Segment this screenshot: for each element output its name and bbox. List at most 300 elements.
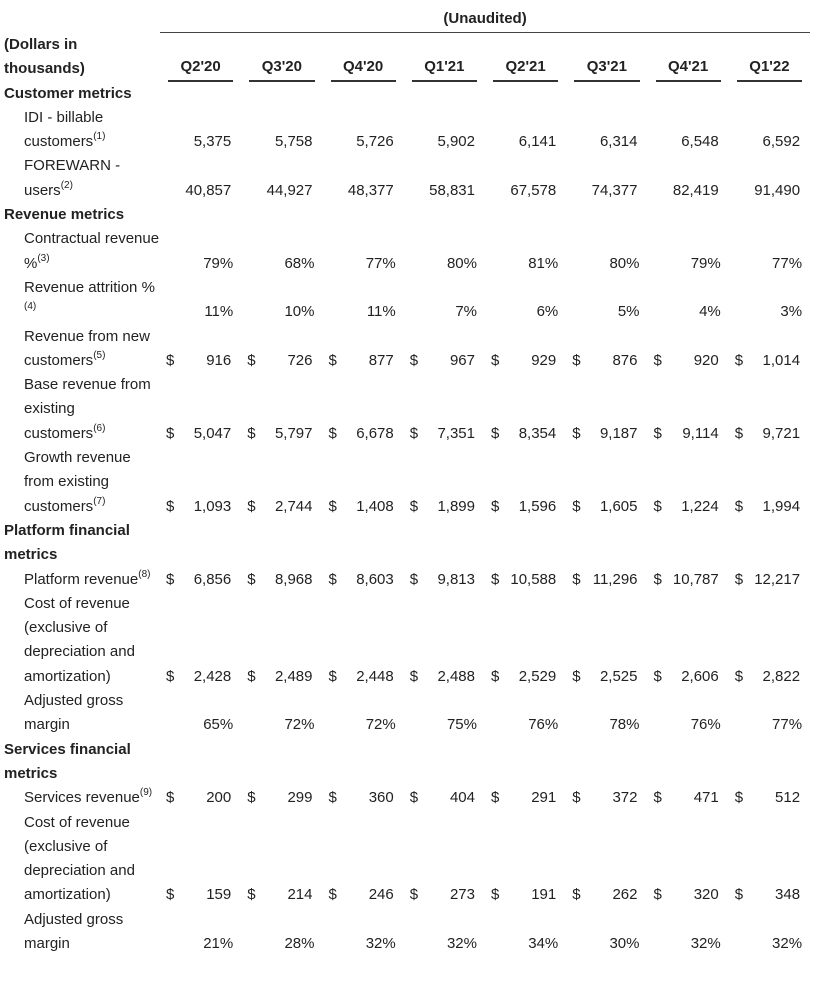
metric-value: 78%: [609, 716, 640, 734]
metric-row: [4, 592, 810, 689]
footnote-marker: (1): [93, 131, 106, 143]
quarter-header: Q2'21: [493, 55, 558, 82]
metric-label-text: Cost of revenue (exclusive of depreciation and amortization): [24, 813, 135, 904]
metric-value: 30%: [609, 934, 640, 952]
section-row: [4, 203, 810, 227]
metric-value: 34%: [528, 934, 559, 952]
metric-value: 32%: [446, 934, 477, 952]
value-cell: [648, 276, 729, 325]
value-cell: [241, 227, 322, 276]
metric-value: 3%: [780, 303, 803, 321]
value-cell: [485, 373, 566, 446]
metric-value: 916: [206, 351, 232, 369]
empty-cell: [648, 738, 729, 787]
footnote-marker: (4): [24, 301, 37, 313]
metric-value: 246: [368, 886, 394, 904]
value-cell: [648, 786, 729, 810]
value-cell: [729, 689, 810, 738]
metric-value: 67,578: [510, 181, 557, 199]
value-cell: [404, 689, 485, 738]
currency-symbol: $: [734, 497, 744, 515]
metric-value: 320: [693, 886, 719, 904]
metric-value: 76%: [690, 716, 721, 734]
value-cell: [648, 373, 729, 446]
value-cell: [404, 592, 485, 689]
value-cell: [485, 325, 566, 374]
section-row: [4, 82, 810, 106]
value-cell: [241, 592, 322, 689]
value-cell: [404, 276, 485, 325]
value-cell: [566, 373, 647, 446]
currency-symbol: $: [247, 886, 256, 904]
metric-value: 262: [612, 886, 638, 904]
currency-symbol: $: [734, 789, 744, 807]
value-cell: [566, 811, 647, 908]
quarter-header: Q4'21: [656, 55, 721, 82]
value-cell: [729, 568, 810, 592]
metric-value: 9,721: [762, 424, 801, 442]
empty-cell: [404, 738, 485, 787]
metric-value: 471: [693, 789, 719, 807]
value-cell: [566, 568, 647, 592]
value-cell: [485, 811, 566, 908]
currency-symbol: $: [328, 351, 337, 369]
section-row: [4, 738, 810, 787]
currency-symbol: $: [328, 667, 337, 685]
value-cell: [404, 446, 485, 519]
value-cell: [404, 908, 485, 957]
metric-value: 5%: [617, 303, 640, 321]
currency-symbol: $: [491, 789, 500, 807]
metric-value: 7,351: [437, 424, 475, 442]
footnote-marker: (9): [139, 787, 153, 799]
currency-symbol: $: [734, 351, 744, 369]
unaudited-label: (Unaudited): [160, 6, 810, 33]
metric-value: 81%: [528, 254, 559, 272]
value-cell: [404, 227, 485, 276]
value-cell: [160, 592, 241, 689]
metric-value: 200: [206, 789, 232, 807]
value-cell: [241, 786, 322, 810]
empty-cell: [648, 203, 729, 227]
value-cell: [729, 446, 810, 519]
value-cell: [323, 373, 404, 446]
currency-symbol: $: [653, 667, 662, 685]
metric-value: 2,744: [274, 497, 313, 515]
value-cell: [566, 325, 647, 374]
metric-value: 5,797: [274, 424, 313, 442]
value-cell: [160, 106, 241, 155]
currency-symbol: $: [166, 424, 175, 442]
empty-cell: [485, 203, 566, 227]
metric-value: 6,548: [681, 133, 719, 151]
currency-symbol: $: [734, 667, 744, 685]
currency-symbol: $: [572, 497, 581, 515]
section-heading: Customer metrics: [4, 84, 132, 102]
value-cell: [566, 276, 647, 325]
metric-label-text: IDI - billable customers: [24, 108, 104, 151]
footnote-marker: (7): [93, 495, 106, 507]
value-cell: [485, 276, 566, 325]
value-cell: [566, 592, 647, 689]
currency-symbol: $: [491, 570, 500, 588]
metric-value: 2,529: [518, 667, 557, 685]
value-cell: [241, 446, 322, 519]
empty-cell: [160, 519, 241, 568]
metric-value: 91,490: [754, 181, 801, 199]
metric-value: 6,314: [599, 133, 638, 151]
metric-value: 8,603: [356, 570, 394, 588]
currency-symbol: $: [491, 667, 500, 685]
metric-value: 7%: [455, 303, 477, 321]
metric-value: 6%: [536, 303, 559, 321]
metric-value: 5,758: [274, 133, 313, 151]
metric-label-text: Adjusted gross margin: [24, 692, 124, 734]
value-cell: [729, 154, 810, 203]
currency-symbol: $: [653, 789, 662, 807]
value-cell: [323, 568, 404, 592]
metric-value: 11%: [366, 303, 396, 321]
value-cell: [648, 106, 729, 155]
value-cell: [323, 786, 404, 810]
value-cell: [648, 227, 729, 276]
section-row: [4, 519, 810, 568]
value-cell: [241, 373, 322, 446]
metric-row: [4, 276, 810, 325]
metric-label-text: Revenue from new customers: [24, 327, 150, 369]
footnote-marker: (3): [37, 252, 50, 264]
metric-value: 1,408: [356, 497, 394, 515]
value-cell: [566, 227, 647, 276]
metric-value: 299: [287, 789, 313, 807]
value-cell: [729, 227, 810, 276]
value-cell: [323, 276, 404, 325]
value-cell: [648, 325, 729, 374]
metric-value: 291: [531, 789, 557, 807]
metric-value: 11,296: [592, 570, 638, 588]
value-cell: [323, 227, 404, 276]
metric-value: 1,605: [599, 497, 638, 515]
empty-cell: [566, 82, 647, 106]
value-cell: [404, 106, 485, 155]
value-cell: [323, 811, 404, 908]
metric-value: 2,822: [762, 667, 801, 685]
footnote-marker: (6): [93, 422, 106, 434]
value-cell: [485, 908, 566, 957]
currency-symbol: $: [328, 886, 337, 904]
metric-value: 32%: [690, 934, 721, 952]
metric-value: 2,448: [356, 667, 394, 685]
value-cell: [241, 811, 322, 908]
metric-value: 80%: [446, 254, 477, 272]
metric-label: [4, 276, 160, 325]
value-cell: [323, 106, 404, 155]
metric-value: 6,592: [762, 133, 801, 151]
value-cell: [323, 689, 404, 738]
footnote-marker: (8): [138, 568, 151, 580]
value-cell: [241, 154, 322, 203]
metric-label: [4, 446, 160, 519]
metric-label: [4, 106, 160, 155]
value-cell: [485, 154, 566, 203]
blank-header-cell: [4, 6, 160, 33]
metric-value: 1,994: [762, 497, 801, 515]
value-cell: [729, 811, 810, 908]
empty-cell: [729, 203, 810, 227]
metric-value: 191: [531, 886, 557, 904]
value-cell: [323, 325, 404, 374]
footnote-marker: (2): [60, 179, 73, 191]
value-cell: [729, 276, 810, 325]
metric-value: 79%: [690, 254, 721, 272]
value-cell: [241, 568, 322, 592]
currency-symbol: $: [247, 351, 256, 369]
metric-value: 21%: [203, 934, 234, 952]
metric-value: 2,489: [274, 667, 313, 685]
metric-value: 929: [531, 351, 557, 369]
currency-symbol: $: [734, 886, 744, 904]
metric-label-text: Platform revenue: [24, 570, 139, 588]
metric-row: [4, 106, 810, 155]
metric-value: 1,899: [437, 497, 475, 515]
metric-row: [4, 689, 810, 738]
empty-cell: [729, 519, 810, 568]
metric-value: 10%: [284, 303, 315, 321]
metric-value: 877: [368, 351, 394, 369]
metric-row: [4, 227, 810, 276]
metric-value: 348: [775, 886, 801, 904]
metric-value: 12,217: [754, 570, 801, 588]
section-heading: Services financial metrics: [4, 740, 131, 782]
metric-label-text: Growth revenue from existing customers: [24, 449, 131, 515]
empty-cell: [404, 203, 485, 227]
currency-symbol: $: [409, 667, 419, 685]
empty-cell: [404, 519, 485, 568]
value-cell: [485, 568, 566, 592]
empty-cell: [241, 738, 322, 787]
metric-label: [4, 227, 160, 276]
quarter-header: Q1'22: [737, 55, 802, 82]
metric-row: [4, 154, 810, 203]
metric-value: 9,187: [599, 424, 638, 442]
metric-value: 40,857: [185, 181, 232, 199]
metric-value: 726: [287, 351, 313, 369]
metric-value: 6,856: [193, 570, 232, 588]
value-cell: [160, 786, 241, 810]
metric-value: 6,678: [356, 424, 394, 442]
currency-symbol: $: [166, 789, 175, 807]
value-cell: [566, 106, 647, 155]
value-cell: [729, 786, 810, 810]
currency-symbol: $: [166, 886, 175, 904]
currency-symbol: $: [572, 789, 581, 807]
currency-symbol: $: [491, 351, 500, 369]
value-cell: [241, 106, 322, 155]
currency-symbol: $: [491, 886, 500, 904]
metric-value: 72%: [284, 716, 315, 734]
metric-value: 1,596: [518, 497, 557, 515]
metric-value: 8,354: [518, 424, 557, 442]
metric-label-text: Cost of revenue (exclusive of depreciation and amortization): [24, 594, 135, 685]
value-cell: [648, 592, 729, 689]
metric-label-text: Base revenue from existing customers: [24, 376, 151, 442]
metric-value: 77%: [365, 254, 396, 272]
metric-value: 372: [612, 789, 638, 807]
metric-label: [4, 811, 160, 908]
empty-cell: [160, 82, 241, 106]
metric-value: 28%: [284, 934, 315, 952]
currency-symbol: $: [247, 789, 256, 807]
metric-value: 10,588: [510, 570, 557, 588]
quarter-header: Q1'21: [412, 55, 477, 82]
currency-symbol: $: [572, 886, 581, 904]
empty-cell: [323, 738, 404, 787]
currency-symbol: $: [409, 424, 419, 442]
metric-value: 5,726: [356, 133, 394, 151]
metric-value: 876: [612, 351, 638, 369]
quarter-header: Q3'20: [249, 55, 314, 82]
value-cell: [160, 154, 241, 203]
currency-symbol: $: [653, 570, 662, 588]
metric-value: 6,141: [518, 133, 557, 151]
quarter-header: Q4'20: [331, 55, 396, 82]
metric-value: 920: [693, 351, 719, 369]
value-cell: [648, 908, 729, 957]
currency-symbol: $: [734, 424, 744, 442]
currency-symbol: $: [247, 497, 256, 515]
value-cell: [404, 325, 485, 374]
value-cell: [485, 106, 566, 155]
value-cell: [485, 227, 566, 276]
metric-label-text: Contractual revenue %: [24, 230, 160, 272]
value-cell: [160, 446, 241, 519]
metric-value: 65%: [203, 716, 234, 734]
value-cell: [648, 446, 729, 519]
value-cell: [323, 592, 404, 689]
currency-symbol: $: [328, 570, 337, 588]
value-cell: [160, 908, 241, 957]
metric-value: 68%: [284, 254, 315, 272]
metric-value: 44,927: [266, 181, 313, 199]
metric-label: [4, 325, 160, 374]
value-cell: [160, 325, 241, 374]
currency-symbol: $: [491, 424, 500, 442]
value-cell: [160, 811, 241, 908]
metric-value: 1,224: [681, 497, 719, 515]
metric-value: 77%: [772, 716, 803, 734]
value-cell: [485, 446, 566, 519]
metric-value: 2,428: [193, 667, 232, 685]
currency-symbol: $: [491, 497, 500, 515]
metric-value: 10,787: [672, 570, 719, 588]
currency-symbol: $: [166, 667, 175, 685]
metric-value: 77%: [772, 254, 803, 272]
metric-value: 48,377: [347, 181, 394, 199]
metric-value: 360: [368, 789, 394, 807]
empty-cell: [323, 82, 404, 106]
empty-cell: [241, 82, 322, 106]
metric-value: 2,606: [681, 667, 719, 685]
quarter-header: Q3'21: [574, 55, 639, 82]
metric-value: 1,093: [193, 497, 232, 515]
dollars-in-thousands-label: (Dollars in thousands): [4, 36, 85, 78]
metric-label-text: Adjusted gross margin: [24, 910, 124, 952]
currency-symbol: $: [572, 351, 581, 369]
footnote-marker: (5): [93, 349, 106, 361]
quarter-header: Q2'20: [168, 55, 233, 82]
metric-value: 404: [449, 789, 475, 807]
metric-value: 75%: [446, 716, 477, 734]
metric-value: 32%: [365, 934, 396, 952]
metric-label-text: Services revenue: [24, 789, 140, 807]
metric-value: 2,525: [599, 667, 638, 685]
value-cell: [404, 786, 485, 810]
metric-value: 5,902: [437, 133, 475, 151]
empty-cell: [566, 738, 647, 787]
section-heading: Platform financial metrics: [4, 521, 130, 564]
empty-cell: [648, 519, 729, 568]
value-cell: [160, 227, 241, 276]
metric-value: 8,968: [274, 570, 313, 588]
empty-cell: [241, 519, 322, 568]
metric-label: [4, 689, 160, 738]
value-cell: [404, 154, 485, 203]
metric-value: 9,114: [682, 424, 719, 442]
section-heading: Revenue metrics: [4, 206, 125, 224]
empty-cell: [729, 738, 810, 787]
empty-cell: [160, 738, 241, 787]
empty-cell: [566, 203, 647, 227]
value-cell: [323, 446, 404, 519]
value-cell: [485, 786, 566, 810]
value-cell: [160, 568, 241, 592]
currency-symbol: $: [653, 497, 662, 515]
value-cell: [160, 373, 241, 446]
currency-symbol: $: [328, 789, 337, 807]
currency-symbol: $: [409, 570, 419, 588]
value-cell: [404, 568, 485, 592]
currency-symbol: $: [653, 886, 662, 904]
metric-row: [4, 811, 810, 908]
empty-cell: [648, 82, 729, 106]
value-cell: [729, 373, 810, 446]
value-cell: [241, 276, 322, 325]
value-cell: [404, 373, 485, 446]
metric-value: 4%: [699, 303, 721, 321]
currency-symbol: $: [328, 424, 337, 442]
value-cell: [404, 811, 485, 908]
currency-symbol: $: [653, 424, 662, 442]
currency-symbol: $: [328, 497, 337, 515]
metric-row: [4, 568, 810, 592]
metric-value: 58,831: [429, 181, 475, 199]
metric-label: [4, 908, 160, 957]
metric-value: 82,419: [672, 181, 719, 199]
currency-symbol: $: [409, 351, 419, 369]
metric-value: 967: [449, 351, 475, 369]
currency-symbol: $: [166, 570, 175, 588]
value-cell: [241, 689, 322, 738]
metric-label-text: FOREWARN - users: [24, 157, 121, 199]
empty-cell: [485, 738, 566, 787]
value-cell: [323, 908, 404, 957]
metric-value: 9,813: [437, 570, 475, 588]
value-cell: [566, 154, 647, 203]
empty-cell: [404, 82, 485, 106]
currency-symbol: $: [166, 497, 175, 515]
currency-symbol: $: [409, 497, 419, 515]
value-cell: [729, 106, 810, 155]
